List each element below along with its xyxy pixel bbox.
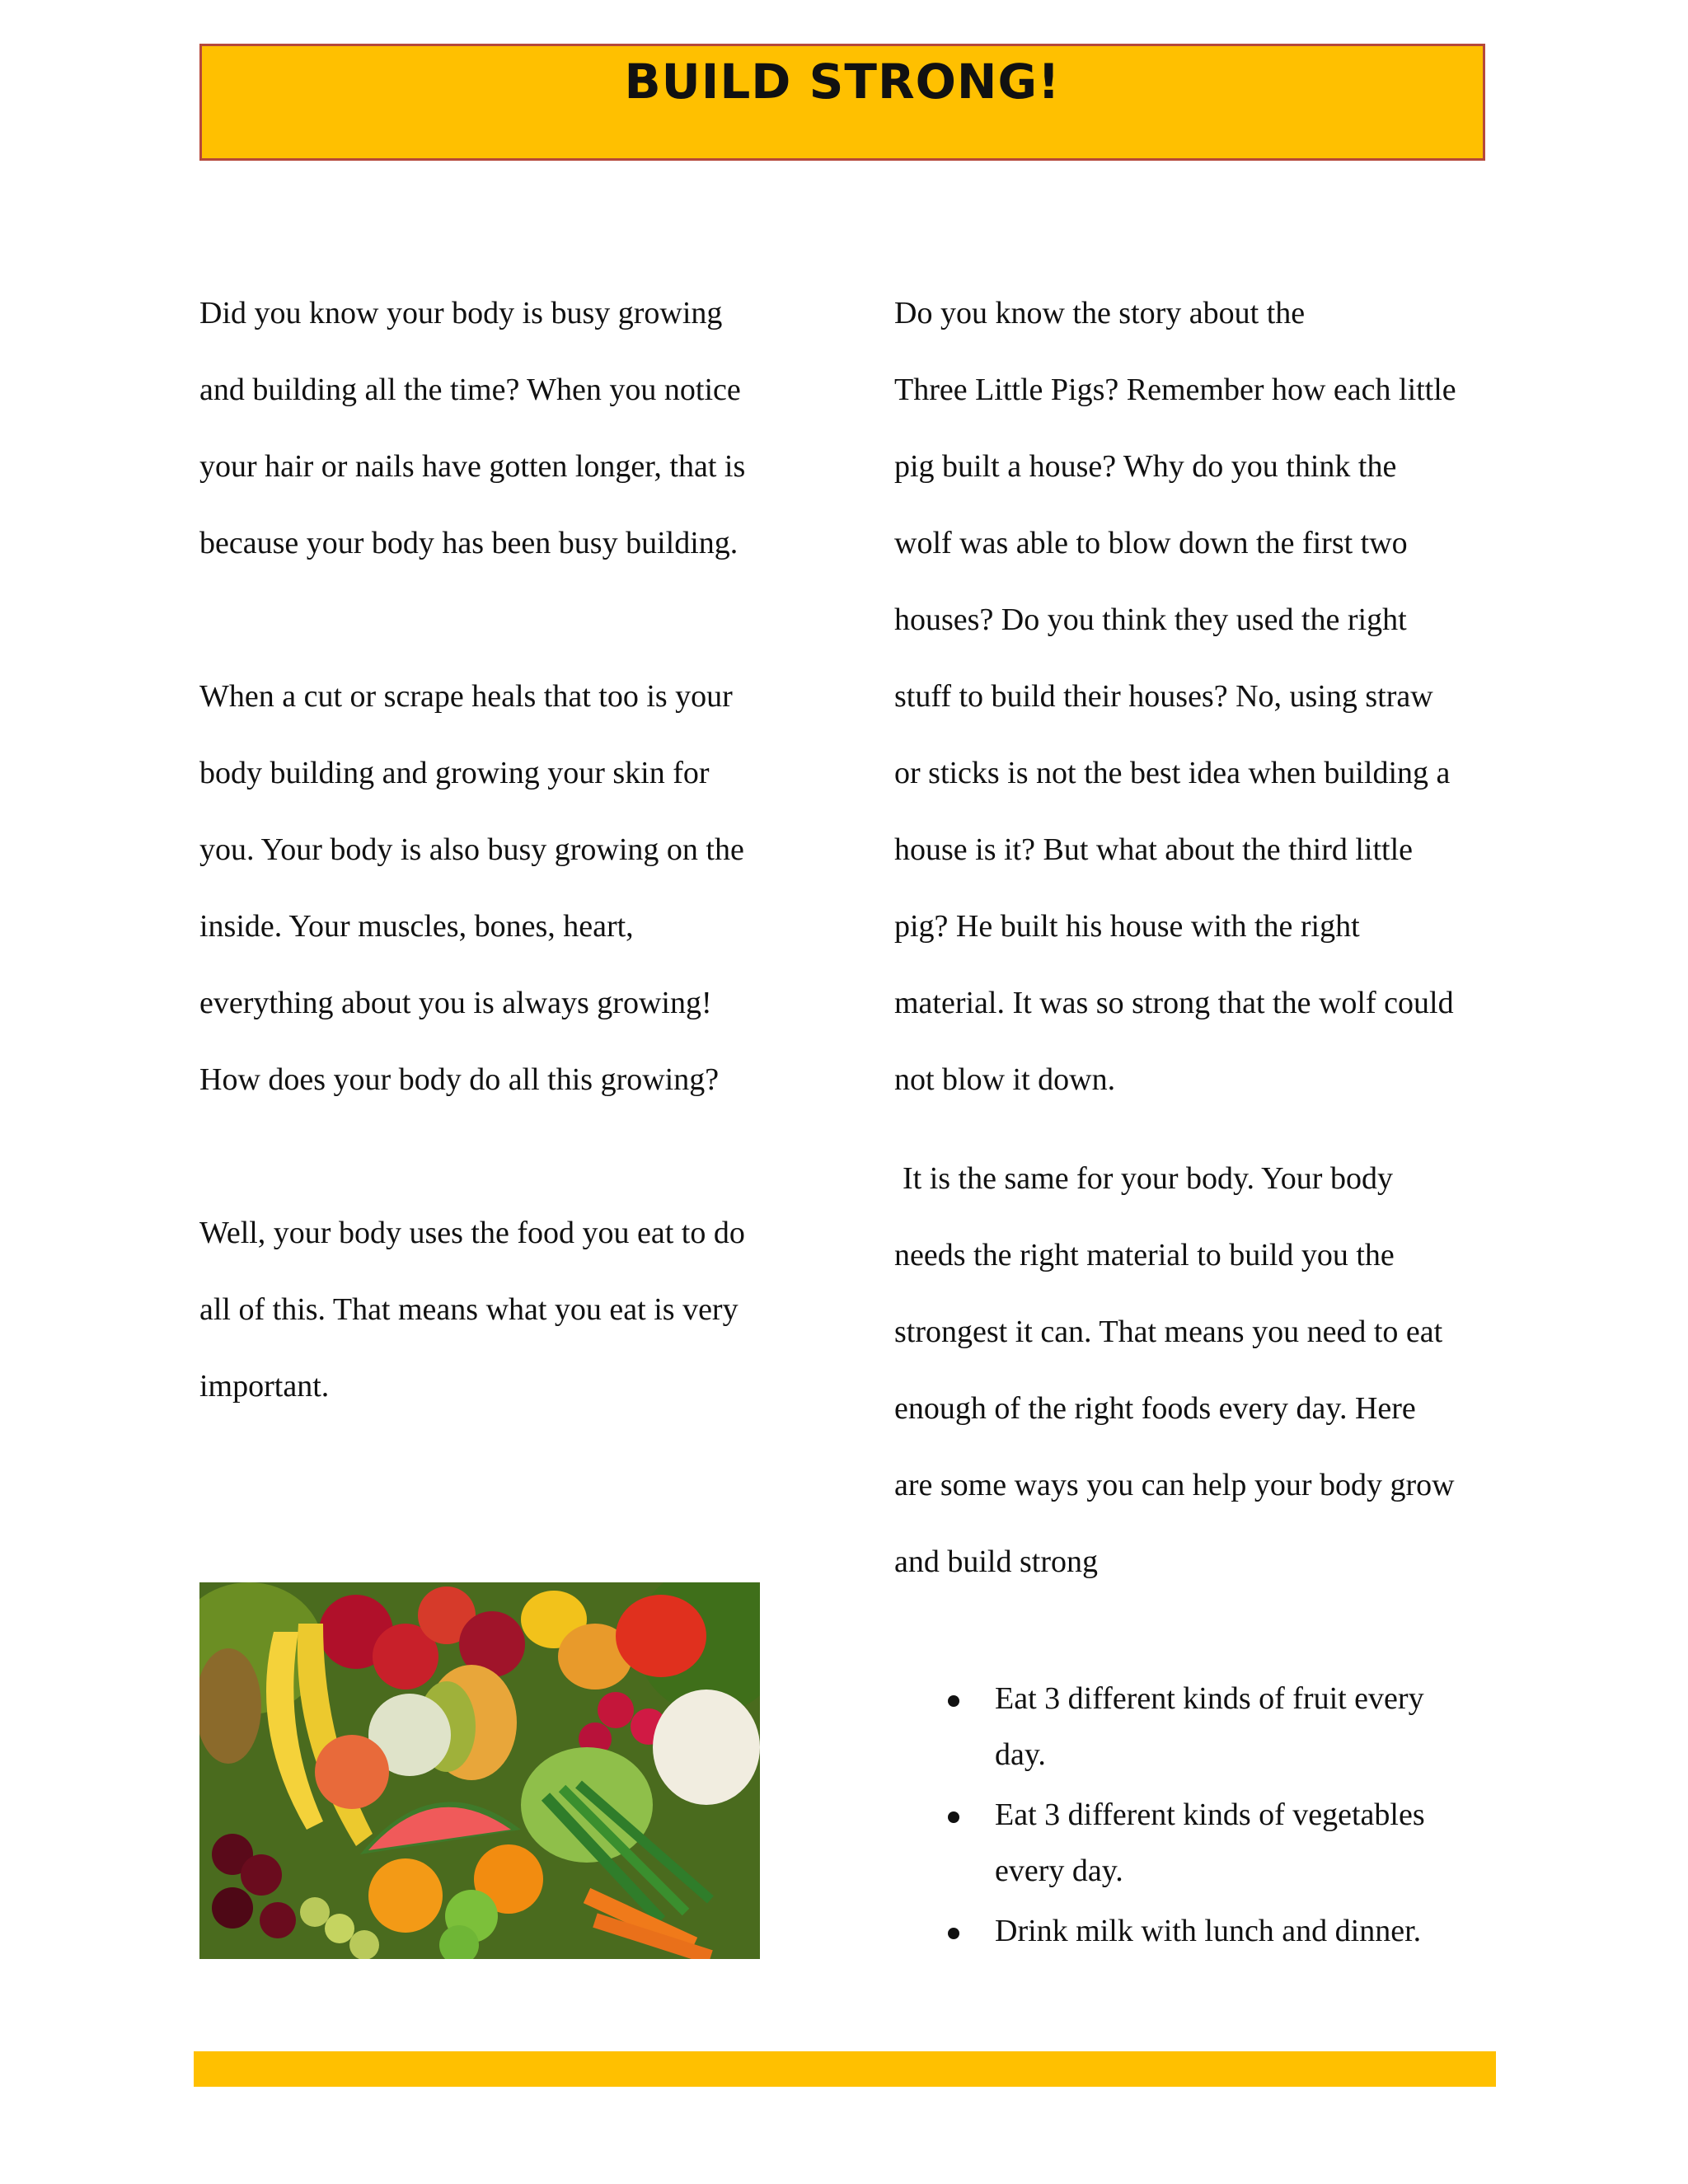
paragraph-gap [199,582,793,658]
text-line: your hair or nails have gotten longer, that is [199,449,746,484]
paragraph-gap [894,1118,1504,1141]
text-line: body building and growing your skin for [199,756,710,790]
bullet-icon [948,1811,959,1823]
right-paragraph-2 [894,1141,1504,1217]
list-item-text: Eat 3 different kinds of fruit every day. [995,1681,1424,1772]
text-line: are some ways you can help your body grow [894,1468,1455,1502]
list-item [940,1671,1500,1783]
list-item-text: Drink milk with lunch and dinner. [995,1914,1422,1948]
left-paragraph-1 [199,275,793,582]
right-paragraph-2-continued [894,1217,1504,1601]
text-line: When a cut or scrape heals that too is your [199,679,733,714]
text-line: wolf was able to blow down the first two [894,526,1408,560]
text-line: because your body has been busy building. [199,526,738,560]
text-line: houses? Do you think they used the right [894,602,1407,637]
list-item [940,1787,1500,1899]
left-column [199,275,793,1425]
text-line: Do you know the story about the [894,296,1306,330]
text-line: Three Little Pigs? Remember how each little [894,373,1456,407]
text-line: Well, your body uses the food you eat to do [199,1216,745,1250]
text-line: material. It was so strong that the wolf could [894,986,1454,1020]
text-line: everything about you is always growing! [199,986,712,1020]
text-line: pig? He built his house with the right [894,909,1360,944]
text-line: house is it? But what about the third little [894,832,1414,867]
right-paragraph-1 [894,275,1504,1118]
text-line: inside. Your muscles, bones, heart, [199,909,634,944]
text-line: all of this. That means what you eat is very [199,1292,738,1327]
text-line: It is the same for your body. Your body [903,1161,1393,1196]
right-column [894,275,1504,1601]
fruits-vegetables-image [199,1582,760,1959]
text-line: and building all the time? When you notice [199,373,741,407]
text-line: Did you know your body is busy growing [199,296,723,330]
page-title: BUILD STRONG! [624,54,1061,110]
text-line: pig built a house? Why do you think the [894,449,1397,484]
text-line: enough of the right foods every day. Here [894,1391,1416,1426]
footer-bar [194,2051,1496,2087]
title-banner [199,44,1485,161]
paragraph-gap [199,1118,793,1195]
left-paragraph-2 [199,658,793,1118]
list-item [940,1903,1500,1959]
text-line: How does your body do all this growing? [199,1062,720,1097]
text-line: needs the right material to build you the [894,1238,1395,1272]
bullet-icon [948,1695,959,1707]
text-line: you. Your body is also busy growing on the [199,832,744,867]
text-line: not blow it down. [894,1062,1116,1097]
tips-list [940,1671,1500,1963]
text-line: stuff to build their houses? No, using straw [894,679,1433,714]
bullet-icon [948,1928,959,1939]
list-item-text: Eat 3 different kinds of vegetables every day. [995,1797,1425,1888]
text-line: or sticks is not the best idea when building a [894,756,1451,790]
text-line: important. [199,1369,330,1404]
text-line: and build strong [894,1544,1098,1579]
left-paragraph-3 [199,1195,793,1425]
text-line: strongest it can. That means you need to eat [894,1315,1443,1349]
